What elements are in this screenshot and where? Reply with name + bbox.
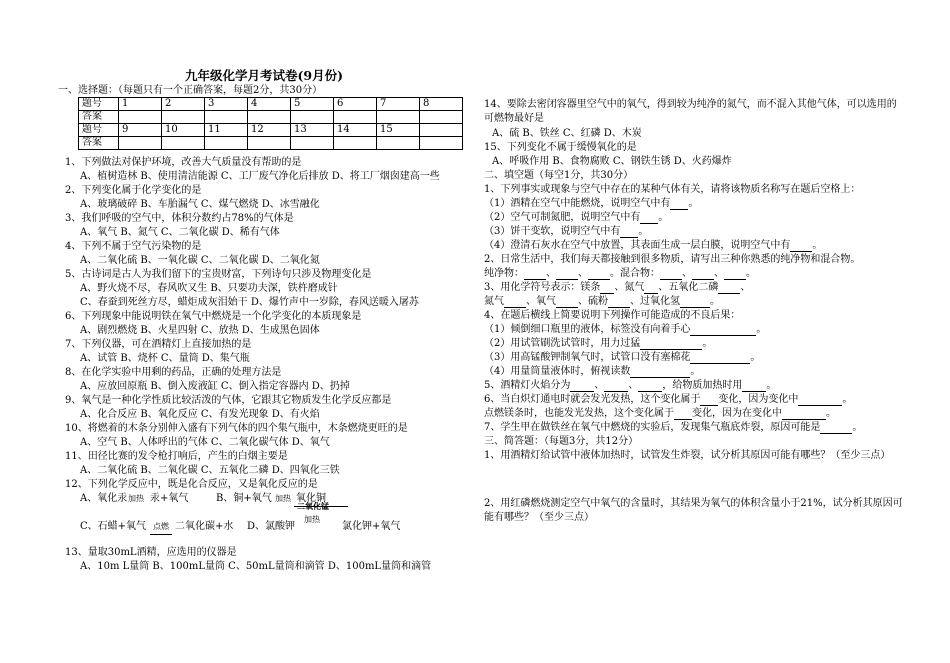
option-text: A、二氧化硫 B、一氧化碳 C、二氧化碳 D、二氧化氮 — [80, 255, 320, 266]
question-text: 11、田径比赛的发令枪打响后，产生的白烟主要是 — [65, 451, 288, 462]
fill-text: 氮气 — [484, 296, 504, 307]
fill-text: 变化，因为变化中 — [718, 394, 799, 405]
blank[interactable] — [680, 307, 710, 308]
question-text: 3、我们呼吸的空气中，体积分数约占78%的气体是 — [65, 213, 294, 224]
reaction-condition: 加热 — [275, 494, 291, 503]
reaction-product: 氯化钾+氧气 — [342, 521, 401, 532]
fill-item: 7、学生甲在做铁丝在氧气中燃烧的实验后，发现集气瓶底炸裂，原因可能是 。 — [484, 422, 863, 433]
option-text: C、春蚕到死丝方尽，蜡炬成灰泪始干 D、爆竹声中一岁除，春风送暖入屠苏 — [80, 297, 419, 308]
blank[interactable] — [640, 349, 702, 350]
answer-cell[interactable] — [162, 111, 205, 124]
blank[interactable] — [644, 293, 658, 294]
section-choice-heading: 一、选择题：（每题只有一个正确答案，每题2分，共30分） — [58, 85, 323, 96]
answer-cell[interactable] — [291, 137, 334, 150]
fill-item: （4）澄清石灰水在空气中放置，其表面生成一层白膜，说明空气中有 。 — [484, 240, 823, 251]
option-text: A、植树造林 B、使用清洁能源 C、工厂废气净化后排放 D、将工厂烟囱建高一些 — [80, 171, 440, 182]
blank[interactable] — [570, 391, 594, 392]
blank[interactable] — [620, 237, 638, 238]
blank[interactable] — [798, 405, 842, 406]
fill-item: （3）饼干变软，说明空气中有 。 — [484, 226, 649, 237]
fill-text: 纯净物： — [484, 268, 524, 279]
option-text: A、野火烧不尽，春风吹又生 B、只要功夫深，铁杵磨成针 — [80, 283, 338, 294]
question-text: 10、将燃着的木条分别伸入盛有下列气体的四个集气瓶中，木条燃烧更旺的是 — [65, 423, 408, 434]
fill-text: 6、当白炽灯通电时就会发光发热，这个变化属于 — [484, 394, 701, 405]
blank[interactable] — [724, 279, 746, 280]
fill-text: 混合物： — [620, 268, 660, 279]
table-row — [79, 137, 463, 150]
question-text: 15、下列变化不属于缓慢氧化的是 — [484, 142, 637, 153]
blank[interactable] — [742, 391, 766, 392]
answer-cell[interactable] — [162, 137, 205, 150]
option-text: A、化合反应 B、氧化反应 C、有发光现象 D、有火焰 — [80, 409, 320, 420]
answer-cell[interactable] — [205, 137, 248, 150]
fill-item: （1）倾倒细口瓶里的液体，标签没有向着手心 。 — [484, 324, 767, 335]
option-text: B、铜+氧气 — [216, 493, 272, 504]
blank[interactable] — [690, 363, 750, 364]
question-text: 13、量取30mL酒精，应选用的仪器是 — [65, 547, 237, 558]
question-text: 6、下列现象中能说明铁在氧气中燃烧是一个化学变化的本质现象是 — [65, 311, 362, 322]
fill-text: 、氧气 — [526, 296, 556, 307]
fill-item: 纯净物： 、 、 。混合物： 、 、 。 — [484, 268, 756, 279]
fill-text: 、五氧化二磷 — [658, 282, 719, 293]
table-cell: 14 — [334, 124, 377, 137]
answer-cell[interactable] — [248, 111, 291, 124]
reaction-product: 氧化铜 — [296, 493, 326, 504]
table-cell: 9 — [119, 124, 162, 137]
page-title: 九年级化学月考试卷(9月份) — [185, 68, 344, 83]
table-cell: 2 — [162, 98, 205, 111]
blank[interactable] — [700, 405, 718, 406]
fill-text: 、过氧化氢 — [630, 296, 680, 307]
table-cell: 题号 — [79, 98, 119, 111]
reaction-arrow — [150, 534, 172, 535]
question-text: 1、用酒精灯给试管中液体加热时，试管发生炸裂，试分析其原因可能有哪些？（至少三点） — [484, 450, 891, 461]
fill-text: （4）澄清石灰水在空气中放置，其表面生成一层白膜，说明空气中有 — [484, 240, 791, 251]
blank[interactable] — [556, 279, 578, 280]
blank[interactable] — [630, 377, 690, 378]
answer-cell[interactable] — [377, 111, 420, 124]
blank[interactable] — [782, 419, 826, 420]
table-cell: 答案 — [79, 111, 119, 124]
option-text: A、硫 B、铁丝 C、红磷 D、木炭 — [492, 128, 642, 139]
blank[interactable] — [588, 279, 610, 280]
question-text: 2、用红磷燃烧测定空气中氧气的含量时，其结果为氧气的体积含量小于21%，试分析其原因可能有哪些？（至少三点） — [484, 498, 903, 523]
option-text: A、空气 B、人体呼出的气体 C、二氧化碳气体 D、氧气 — [80, 437, 330, 448]
question-text: 2、下列变化属于化学变化的是 — [65, 185, 202, 196]
blank[interactable] — [718, 293, 740, 294]
table-cell: 1 — [119, 98, 162, 111]
table-row — [79, 111, 463, 124]
blank[interactable] — [504, 307, 526, 308]
table-cell: 8 — [420, 98, 463, 111]
fill-text: （2）用试管刷洗试管时，用力过猛 — [484, 338, 641, 349]
option-text: A、氧化汞 — [80, 493, 128, 504]
table-cell: 12 — [248, 124, 291, 137]
option-text: A、二氧化硫 B、二氧化碳 C、五氧化二磷 D、四氧化三铁 — [80, 465, 340, 476]
fill-text: ，给物质加热时用 — [662, 380, 743, 391]
question-text: 4、下列不属于空气污染物的是 — [65, 241, 202, 252]
fill-item: 6、当白炽灯通电时就会发光发热，这个变化属于 变化，因为变化中 。 — [484, 394, 853, 405]
table-cell: 3 — [205, 98, 248, 111]
blank[interactable] — [638, 391, 662, 392]
blank[interactable] — [604, 391, 628, 392]
section-short-answer-heading: 三、简答题：（每题3分，共12分） — [484, 436, 639, 447]
reaction-condition: 加热 — [128, 494, 144, 503]
fill-item: （4）用量筒量液体时，俯视读数 。 — [484, 366, 701, 377]
table-cell: 5 — [291, 98, 334, 111]
fill-text: 5、酒精灯火焰分为 — [484, 380, 571, 391]
option-text: A、10m L量筒 B、100mL量筒 C、50mL量筒和滴管 D、100mL量筒和滴管 — [80, 561, 432, 572]
option-text: A、氧气 B、氮气 C、二氧化碳 D、稀有气体 — [80, 227, 280, 238]
answer-cell[interactable] — [119, 137, 162, 150]
fill-item: （3）用高锰酸钾制氧气时，试管口没有塞棉花 。 — [484, 352, 761, 363]
fill-text: 、氮气 — [614, 282, 645, 293]
blank[interactable] — [820, 433, 852, 434]
reaction-catalyst: 二氧化锰 — [297, 501, 329, 511]
answer-cell[interactable] — [334, 111, 377, 124]
answer-cell[interactable] — [420, 111, 463, 124]
option-text: A、玻璃破碎 B、车胎漏气 C、煤气燃烧 D、冰雪融化 — [80, 199, 320, 210]
question-text: 5、古诗词是古人为我们留下的宝贵财富，下列诗句只涉及物理变化是 — [65, 269, 372, 280]
table-cell: 13 — [291, 124, 334, 137]
fill-item: 氮气 、氧气 、硫粉 、过氧化氢 。 — [484, 296, 720, 307]
blank[interactable] — [600, 293, 614, 294]
blank[interactable] — [556, 307, 578, 308]
blank[interactable] — [692, 279, 714, 280]
blank[interactable] — [608, 307, 630, 308]
answer-cell[interactable] — [119, 111, 162, 124]
fill-text: （4）用量筒量液体时，俯视读数 — [484, 366, 631, 377]
fill-text: （1）酒精在空气中能燃烧，说明空气中有 — [484, 198, 671, 209]
fill-text: （1）倾倒细口瓶里的液体，标签没有向着手心 — [484, 324, 691, 335]
blank[interactable] — [660, 279, 682, 280]
option-text: A、应放回原瓶 B、倒入废液缸 C、倒入指定容器内 D、扔掉 — [80, 381, 350, 392]
question-text: 1、下列做法对保护环境，改善大气质量没有帮助的是 — [65, 157, 302, 168]
answer-cell[interactable] — [420, 137, 463, 150]
fill-text: 变化，因为在变化中 — [692, 408, 782, 419]
option-text: C、石蜡+氧气 — [80, 521, 147, 532]
table-cell: 题号 — [79, 124, 119, 137]
question-text: 14、要除去密闭容器里空气中的氧气，得到较为纯净的氮气，而不混入其他气体，可以选用的可燃物最好是 — [484, 99, 897, 124]
answer-cell[interactable] — [205, 111, 248, 124]
blank[interactable] — [640, 223, 658, 224]
table-cell: 10 — [162, 124, 205, 137]
reaction-condition: 点燃 — [153, 522, 169, 531]
fill-item: （2）空气可制氮肥，说明空气中有 。 — [484, 212, 669, 223]
answer-table — [78, 97, 463, 150]
answer-cell[interactable] — [334, 137, 377, 150]
question-text: 9、氧气是一种化学性质比较活泼的气体，它跟其它物质发生化学反应都是 — [65, 395, 392, 406]
table-cell: 6 — [334, 98, 377, 111]
option-text: A、剧烈燃烧 B、火星四射 C、放热 D、生成黑色固体 — [80, 325, 320, 336]
reaction-condition: 加热 — [304, 515, 320, 524]
blank[interactable] — [524, 279, 546, 280]
answer-cell[interactable] — [377, 137, 420, 150]
fill-text: 7、学生甲在做铁丝在氧气中燃烧的实验后，发现集气瓶底炸裂，原因可能是 — [484, 422, 821, 433]
fill-text: 点燃镁条时，也能发光发热，这个变化属于 — [484, 408, 674, 419]
table-cell: 11 — [205, 124, 248, 137]
option-text: A、呼吸作用 B、食物腐败 C、钢铁生锈 D、火药爆炸 — [492, 156, 732, 167]
fill-item: （1）酒精在空气中能燃烧，说明空气中有 。 — [484, 198, 699, 209]
table-cell: 7 — [377, 98, 420, 111]
answer-cell[interactable] — [248, 137, 291, 150]
option-text: A、试管 B、烧杯 C、量筒 D、集气瓶 — [80, 353, 250, 364]
question-text: 7、下列仪器，可在酒精灯上直接加热的是 — [65, 339, 252, 350]
blank[interactable] — [670, 209, 688, 210]
fill-item: （2）用试管刷洗试管时，用力过猛 。 — [484, 338, 713, 349]
table-cell — [420, 124, 463, 137]
fill-text: （3）用高锰酸钾制氧气时，试管口没有塞棉花 — [484, 352, 691, 363]
blank[interactable] — [790, 251, 812, 252]
question-text: 4、在题后横线上简要说明下列操作可能造成的不良后果： — [484, 310, 741, 321]
fill-text: （3）饼干变软，说明空气中有 — [484, 226, 621, 237]
table-cell: 4 — [248, 98, 291, 111]
fill-text: 3、用化学符号表示：镁条 — [484, 282, 601, 293]
fill-item: 5、酒精灯火焰分为 、 、 ，给物质加热时用 。 — [484, 380, 777, 391]
question-text: 2、日常生活中，我们每天都接触到很多物质，请写出三种你熟悉的纯净物和混合物。 — [484, 254, 861, 265]
question-text: 12、下列化学反应中，既是化合反应，又是氧化反应的是 — [65, 479, 318, 490]
table-cell: 答案 — [79, 137, 119, 150]
question-text: 1、下列事实或现象与空气中存在的某种气体有关，请将该物质名称写在题后空格上： — [484, 184, 861, 195]
fill-text: （2）空气可制氮肥，说明空气中有 — [484, 212, 641, 223]
reaction-product: 汞+氧气 — [150, 493, 189, 504]
blank[interactable] — [690, 335, 756, 336]
table-cell: 15 — [377, 124, 420, 137]
answer-cell[interactable] — [291, 111, 334, 124]
reaction-product: 二氧化碳+水 — [175, 521, 234, 532]
section-fill-heading: 二、填空题（每空1分，共30分） — [484, 170, 634, 181]
table-row — [79, 98, 463, 111]
fill-text: 、硫粉 — [578, 296, 608, 307]
table-row — [79, 124, 463, 137]
fill-item: 3、用化学符号表示：镁条 、氮气 、五氧化二磷 、 — [484, 282, 751, 293]
blank[interactable] — [674, 419, 692, 420]
question-text: 8、在化学实验中用剩的药品，正确的处理方法是 — [65, 367, 282, 378]
fill-item: 点燃镁条时，也能发光发热，这个变化属于 变化，因为在变化中 。 — [484, 408, 836, 419]
option-text: D、氯酸钾 — [247, 521, 296, 532]
